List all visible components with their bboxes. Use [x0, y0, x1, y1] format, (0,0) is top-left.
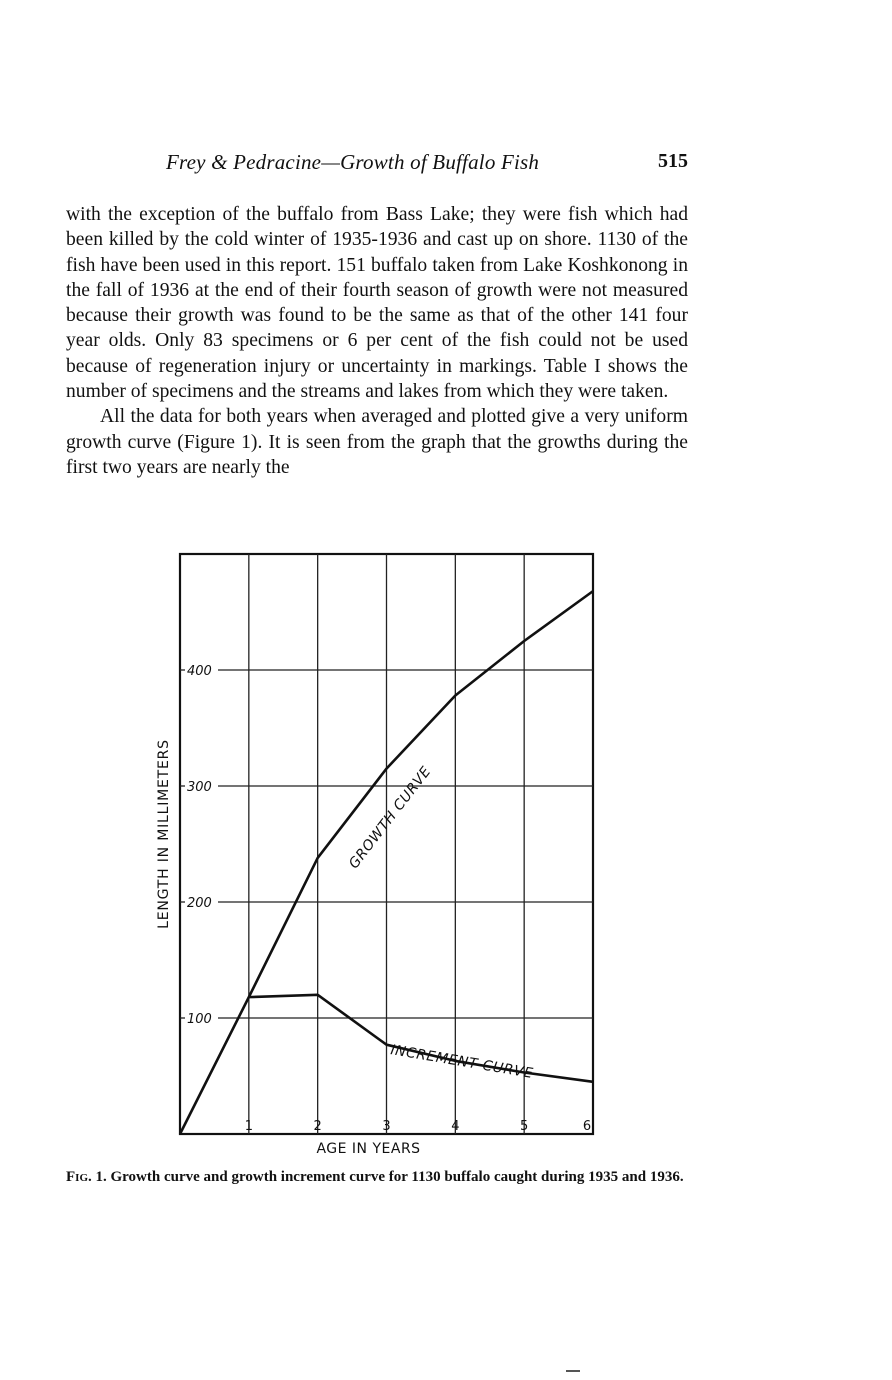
- paragraph-2: All the data for both years when averaged and plotted give a very uniform growth curve (Figure 1). It is seen from the graph that the growths during the first two years are nearly the: [66, 406, 688, 478]
- y-tick-label: 200: [187, 896, 212, 911]
- y-tick-label: 400: [187, 664, 212, 679]
- growth-chart: [150, 548, 610, 1158]
- figure-caption: [66, 1166, 688, 1188]
- x-tick-label: 5: [520, 1119, 529, 1134]
- series-line: [249, 995, 593, 1082]
- x-tick-label: 3: [382, 1119, 391, 1134]
- series-label: INCREMENT CURVE: [389, 1042, 535, 1083]
- x-tick-label: 1: [244, 1119, 253, 1134]
- running-header: [66, 150, 688, 180]
- caption-text: Growth curve and growth increment curve for 1130 buffalo caught during 1935 and 1936.: [110, 1169, 684, 1185]
- page-number: 515: [658, 150, 688, 172]
- x-tick-label: 6: [582, 1119, 592, 1134]
- y-axis-label: LENGTH IN MILLIMETERS: [156, 739, 172, 929]
- series-label: GROWTH CURVE: [346, 763, 435, 872]
- figure-label: Fig. 1.: [66, 1169, 107, 1185]
- x-axis-label: AGE IN YEARS: [316, 1141, 421, 1157]
- x-tick-label: 2: [313, 1119, 322, 1134]
- page-mark: [566, 1370, 580, 1372]
- body-text: [66, 202, 688, 480]
- y-tick-label: 100: [187, 1012, 212, 1027]
- running-title: Frey & Pedracine—Growth of Buffalo Fish: [166, 150, 540, 174]
- y-tick-label: 300: [187, 780, 212, 795]
- paragraph-1: with the exception of the buffalo from Bass Lake; they were fish which had been killed by the cold winter of 1935-1936 and cast up on shore. 1130 of the fish have been used in this report. 151 buffalo taken from Lake Koshkonong in the fall of 1936 at the end of their fourth season of growth were not measured because their growth was found to be the same as that of the other 141 four year olds. Only 83 specimens or 6 per cent of the fish could not be used because of regeneration injury or uncertainty in markings. Table I shows the number of specimens and the streams and lakes from which they were taken.: [66, 204, 688, 403]
- figure-1: [150, 548, 610, 1163]
- x-tick-label: 4: [451, 1119, 460, 1134]
